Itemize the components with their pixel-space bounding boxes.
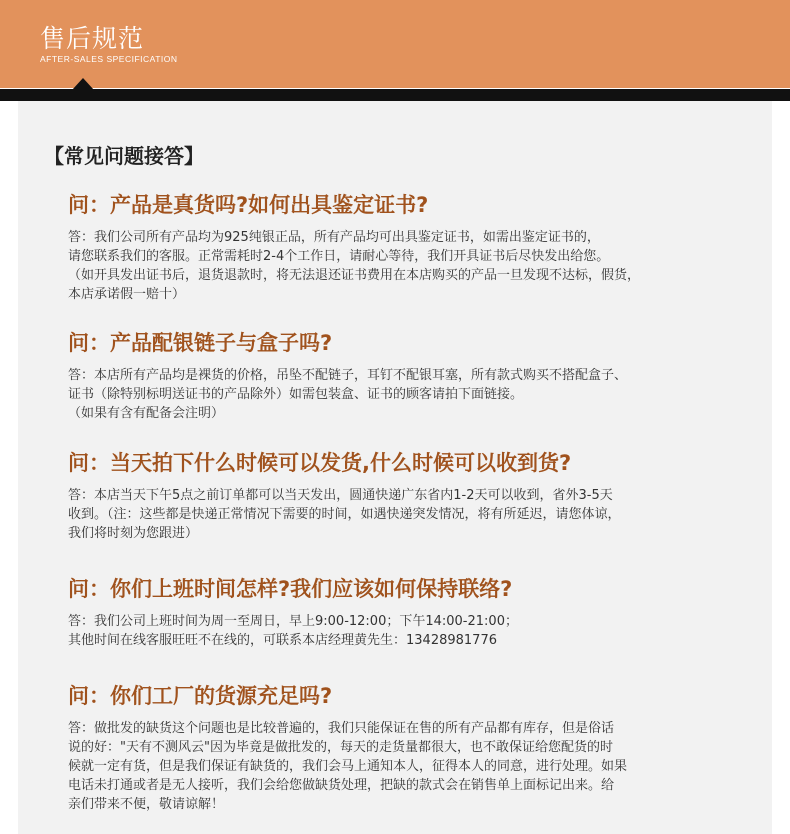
answer-line: 我们将时刻为您跟进） — [68, 526, 199, 541]
faq-question-5: 问：你们工厂的货源充足吗? — [68, 684, 333, 708]
page-subtitle: AFTER-SALES SPECIFICATION — [40, 54, 178, 64]
answer-line: 其他时间在线客服旺旺不在线的，可联系本店经理黄先生：13428981776 — [68, 633, 497, 648]
faq-answer-2 — [68, 366, 627, 423]
faq-answer-3 — [68, 486, 621, 543]
answer-line: 证书（除特别标明送证书的产品除外）如需包装盒、证书的顾客请拍下面链接。 — [68, 387, 524, 402]
faq-question-2: 问：产品配银链子与盒子吗? — [68, 331, 333, 355]
faq-question-3: 问：当天拍下什么时候可以发货,什么时候可以收到货? — [68, 451, 572, 475]
answer-line: 本店承诺假一赔十） — [68, 287, 186, 302]
answer-line: 电话未打通或者是无人接听，我们会给您做缺货处理，把缺的款式会在销售单上面标记出来。给 — [68, 778, 615, 793]
answer-line: 答：做批发的缺货这个问题也是比较普遍的，我们只能保证在售的所有产品都有库存，但是俗话 — [68, 721, 615, 736]
header-divider — [0, 89, 790, 101]
faq-answer-5 — [68, 719, 627, 814]
answer-line: 收到。（注：这些都是快递正常情况下需要的时间，如遇快递突发情况，将有所延迟，请您体谅， — [68, 507, 621, 522]
section-title: 【常见问题接答】 — [44, 144, 204, 168]
answer-line: （如果有含有配备会注明） — [68, 406, 225, 421]
faq-answer-4 — [68, 612, 518, 650]
faq-question-4: 问：你们上班时间怎样?我们应该如何保持联络? — [68, 577, 513, 601]
answer-line: 答：本店所有产品均是裸货的价格，吊坠不配链子，耳钉不配银耳塞，所有款式购买不搭配盒子、 — [68, 368, 628, 383]
answer-line: （如开具发出证书后，退货退款时，将无法退还证书费用在本店购买的产品一旦发现不达标，假货， — [68, 268, 641, 283]
answer-line: 答：本店当天下午5点之前订单都可以当天发出，圆通快递广东省内1-2天可以收到，省外3-5天 — [68, 488, 613, 503]
answer-line: 答：我们公司所有产品均为925纯银正品，所有产品均可出具鉴定证书，如需出鉴定证书的， — [68, 230, 600, 245]
faq-answer-1 — [68, 228, 640, 304]
answer-line: 候就一定有货，但是我们保证有缺货的，我们会马上通知本人，征得本人的同意，进行处理。如果 — [68, 759, 628, 774]
faq-question-1: 问：产品是真货吗?如何出具鉴定证书? — [68, 193, 429, 217]
header-banner — [0, 0, 790, 88]
answer-line: 答：我们公司上班时间为周一至周日，早上9:00-12:00；下午14:00-21:00； — [68, 614, 518, 629]
answer-line: 说的好："天有不测风云"因为毕竟是做批发的，每天的走货量都很大，也不敢保证给您配货的时 — [68, 740, 613, 755]
page-title: 售后规范 — [40, 24, 145, 53]
answer-line: 请您联系我们的客服。正常需耗时2-4个工作日，请耐心等待，我们开具证书后尽快发出给您。 — [68, 249, 610, 264]
answer-line: 亲们带来不便，敬请谅解！ — [68, 797, 225, 812]
